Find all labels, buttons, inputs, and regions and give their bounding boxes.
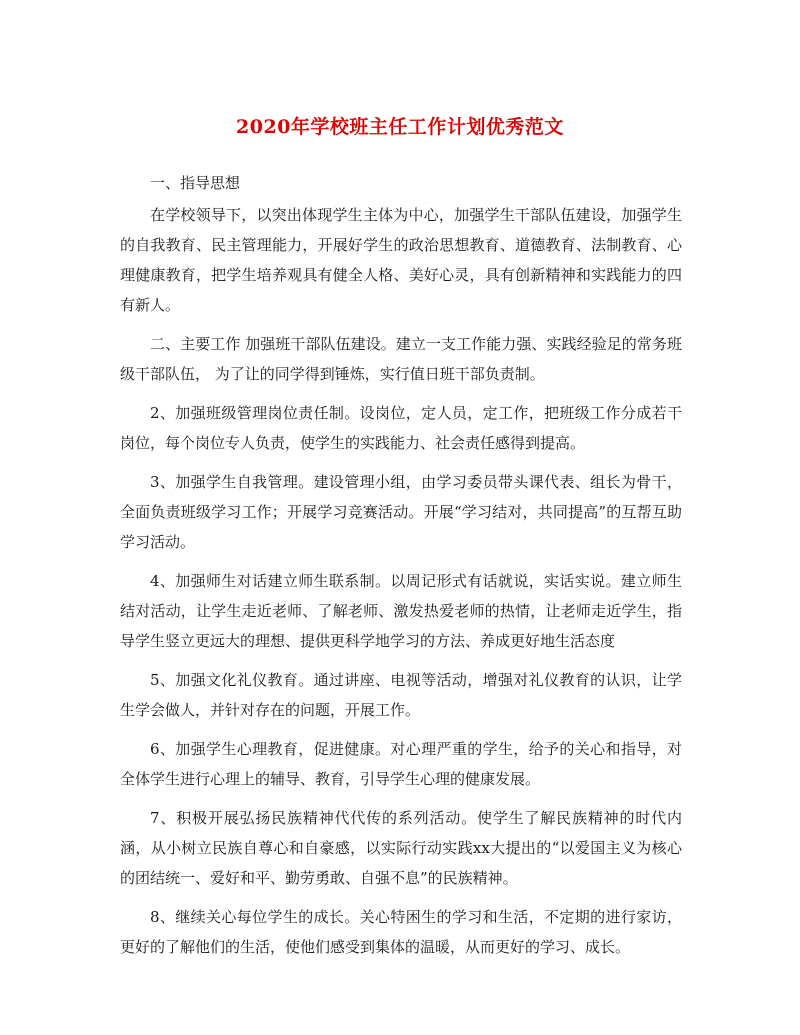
paragraph-item-3: 3、加强学生自我管理。建设管理小组，由学习委员带头课代表、组长为骨干，全面负责班级学习工作；开展学习竞赛活动。开展“学习结对，共同提高”的互帮互助学习活动。 [120, 473, 682, 551]
paragraph-item-7: 7、积极开展弘扬民族精神代代传的系列活动。使学生了解民族精神的时代内涵，从小树立民族自尊心和自豪感，以实际行动实践xx大提出的“以爱国主义为核心的团结统一、爱好和平、勤劳勇敢、自强不息”的民族精神。 [120, 809, 682, 887]
paragraph-item-8: 8、继续关心每位学生的成长。关心特困生的学习和生活，不定期的进行家访，更好的了解他们的生活，使他们感受到集体的温暖，从而更好的学习、成长。 [120, 908, 682, 956]
paragraph-item-2: 2、加强班级管理岗位责任制。设岗位，定人员，定工作，把班级工作分成若干岗位，每个岗位专人负责，使学生的实践能力、社会责任感得到提高。 [120, 404, 682, 452]
document-title: 2020年学校班主任工作计划优秀范文 [236, 116, 564, 138]
paragraph-intro: 在学校领导下，以突出体现学生主体为中心，加强学生干部队伍建设，加强学生的自我教育、民主管理能力，开展好学生的政治思想教育、道德教育、法制教育、心理健康教育，把学生培养观具有健全人格、美好心灵，具有创新精神和实践能力的四有新人。 [120, 206, 682, 314]
document-body [120, 168, 682, 971]
paragraph-main-work: 二、主要工作 加强班干部队伍建设。建立一支工作能力强、实践经验足的常务班级干部队伍， 为了让的同学得到锤炼，实行值日班干部负责制。 [120, 335, 682, 383]
paragraph-item-4: 4、加强师生对话建立师生联系制。以周记形式有话就说，实话实说。建立师生结对活动，让学生走近老师、了解老师、激发热爱老师的热情，让老师走近学生，指导学生竖立更远大的理想、提供更科学地学习的方法、养成更好地生活态度 [120, 572, 682, 650]
section-heading-guiding-ideology: 一、指导思想 [150, 174, 241, 192]
paragraph-item-6: 6、加强学生心理教育，促进健康。对心理严重的学生，给予的关心和指导，对全体学生进行心理上的辅导、教育，引导学生心理的健康发展。 [120, 740, 682, 788]
paragraph-item-5: 5、加强文化礼仪教育。通过讲座、电视等活动，增强对礼仪教育的认识，让学生学会做人，并针对存在的问题，开展工作。 [120, 671, 682, 719]
